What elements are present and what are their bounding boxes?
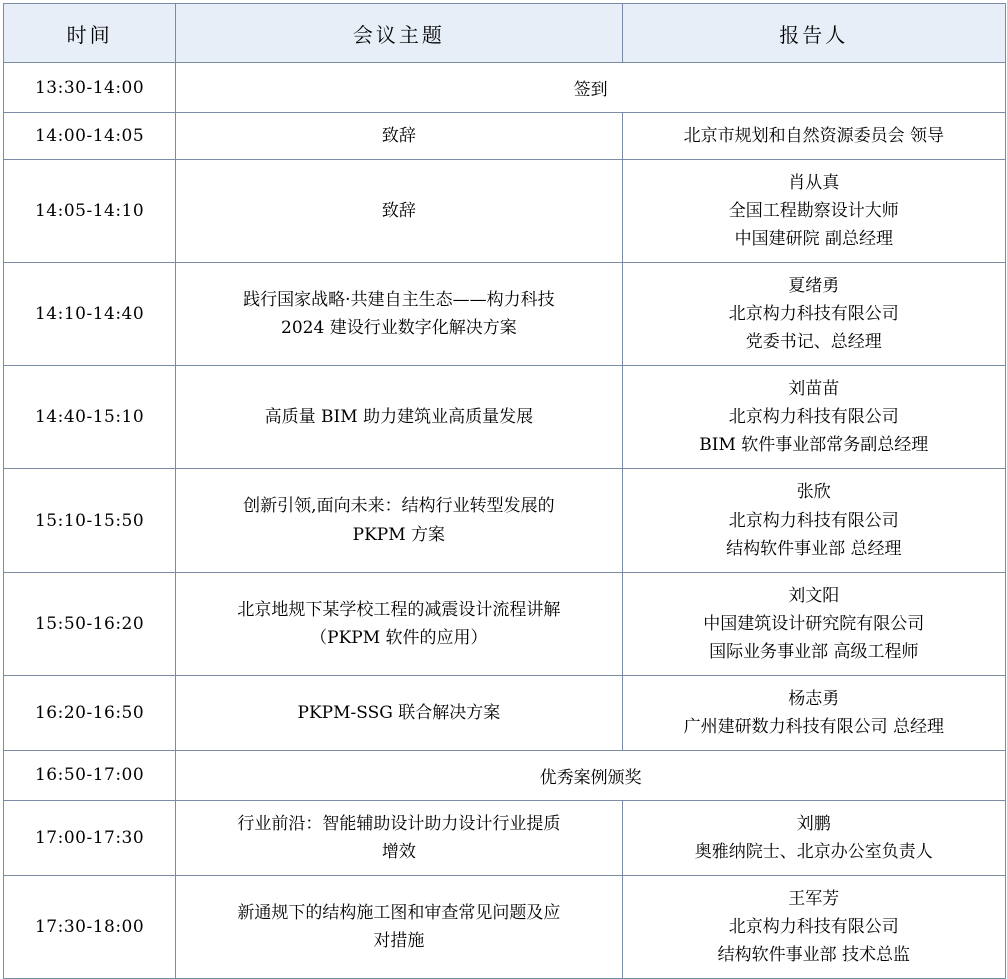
topic-line: 新通规下的结构施工图和审查常见问题及应 bbox=[237, 902, 561, 923]
speaker-line: 国际业务事业部 高级工程师 bbox=[709, 641, 919, 662]
cell-speaker bbox=[622, 113, 1005, 160]
table-header bbox=[4, 4, 1006, 63]
speaker-line: 刘文阳 bbox=[788, 585, 840, 606]
topic-line: PKPM-SSG 联合解决方案 bbox=[297, 702, 501, 723]
speaker-line: 张欣 bbox=[796, 482, 831, 503]
speaker-line: 广州建研数力科技有限公司 总经理 bbox=[683, 716, 944, 737]
cell-time: 15:50-16:20 bbox=[4, 572, 176, 675]
topic-line: 增效 bbox=[381, 841, 416, 862]
cell-time: 17:00-17:30 bbox=[4, 800, 176, 875]
table-header-row bbox=[4, 4, 1006, 63]
topic-line: PKPM 方案 bbox=[352, 524, 446, 545]
topic-line: 创新引领,面向未来：结构行业转型发展的 bbox=[243, 496, 555, 517]
conference-agenda-table bbox=[3, 3, 1006, 979]
speaker-line: 奥雅纳院士、北京办公室负责人 bbox=[694, 841, 933, 862]
cell-topic bbox=[176, 572, 622, 675]
table-row bbox=[4, 113, 1006, 160]
cell-merged-topic: 优秀案例颁奖 bbox=[176, 750, 1006, 800]
cell-time: 16:50-17:00 bbox=[4, 750, 176, 800]
cell-time: 14:05-14:10 bbox=[4, 160, 176, 263]
cell-speaker bbox=[622, 800, 1005, 875]
topic-line: 行业前沿：智能辅助设计助力设计行业提质 bbox=[237, 813, 561, 834]
speaker-line: 肖从真 bbox=[788, 173, 840, 194]
table-row bbox=[4, 63, 1006, 113]
cell-speaker bbox=[622, 366, 1005, 469]
table-row bbox=[4, 263, 1006, 366]
cell-time: 14:10-14:40 bbox=[4, 263, 176, 366]
table-row bbox=[4, 160, 1006, 263]
speaker-line: 北京构力科技有限公司 bbox=[728, 510, 899, 531]
column-header-speaker: 报告人 bbox=[622, 4, 1005, 63]
cell-time: 14:40-15:10 bbox=[4, 366, 176, 469]
column-header-time: 时间 bbox=[4, 4, 176, 63]
table-row bbox=[4, 875, 1006, 978]
speaker-line: 全国工程勘察设计大师 bbox=[728, 201, 899, 222]
cell-topic: 致辞 bbox=[176, 160, 622, 263]
speaker-line: 北京构力科技有限公司 bbox=[728, 407, 899, 428]
topic-line: 北京地规下某学校工程的减震设计流程讲解 bbox=[237, 599, 561, 620]
cell-speaker bbox=[622, 875, 1005, 978]
cell-time: 17:30-18:00 bbox=[4, 875, 176, 978]
speaker-line: 北京构力科技有限公司 bbox=[728, 304, 899, 325]
cell-time: 13:30-14:00 bbox=[4, 63, 176, 113]
cell-topic bbox=[176, 675, 622, 750]
table-body bbox=[4, 63, 1006, 979]
cell-speaker bbox=[622, 675, 1005, 750]
column-header-topic: 会议主题 bbox=[176, 4, 622, 63]
speaker-line: 中国建筑设计研究院有限公司 bbox=[703, 613, 925, 634]
table-row bbox=[4, 800, 1006, 875]
table-row bbox=[4, 750, 1006, 800]
speaker-line: 杨志勇 bbox=[788, 688, 840, 709]
cell-speaker bbox=[622, 160, 1005, 263]
cell-topic bbox=[176, 469, 622, 572]
cell-time: 14:00-14:05 bbox=[4, 113, 176, 160]
cell-topic bbox=[176, 800, 622, 875]
table-row bbox=[4, 675, 1006, 750]
speaker-line: 夏绪勇 bbox=[788, 276, 840, 297]
cell-topic bbox=[176, 875, 622, 978]
cell-speaker bbox=[622, 469, 1005, 572]
cell-merged-topic: 签到 bbox=[176, 63, 1006, 113]
cell-topic bbox=[176, 263, 622, 366]
topic-line: 高质量 BIM 助力建筑业高质量发展 bbox=[264, 407, 534, 428]
speaker-line: BIM 软件事业部常务副总经理 bbox=[699, 435, 929, 456]
speaker-line: 刘苗苗 bbox=[788, 379, 840, 400]
cell-speaker bbox=[622, 572, 1005, 675]
table-row bbox=[4, 572, 1006, 675]
speaker-line: 党委书记、总经理 bbox=[745, 332, 882, 353]
speaker-line: 中国建研院 副总经理 bbox=[734, 229, 893, 250]
speaker-line: 刘鹏 bbox=[796, 813, 831, 834]
speaker-line: 北京市规划和自然资源委员会 领导 bbox=[683, 126, 944, 146]
cell-topic bbox=[176, 366, 622, 469]
table-row bbox=[4, 366, 1006, 469]
cell-speaker bbox=[622, 263, 1005, 366]
cell-time: 16:20-16:50 bbox=[4, 675, 176, 750]
cell-topic: 致辞 bbox=[176, 113, 622, 160]
topic-line: （PKPM 软件的应用） bbox=[310, 627, 488, 648]
speaker-line: 结构软件事业部 总经理 bbox=[726, 538, 902, 559]
topic-line: 践行国家战略·共建自主生态——构力科技 bbox=[243, 290, 555, 311]
speaker-line: 结构软件事业部 技术总监 bbox=[717, 945, 910, 966]
speaker-line: 王军芳 bbox=[788, 888, 840, 909]
cell-time: 15:10-15:50 bbox=[4, 469, 176, 572]
topic-line: 2024 建设行业数字化解决方案 bbox=[281, 318, 517, 339]
speaker-line: 北京构力科技有限公司 bbox=[728, 916, 899, 937]
topic-line: 对措施 bbox=[373, 931, 425, 951]
table-row bbox=[4, 469, 1006, 572]
